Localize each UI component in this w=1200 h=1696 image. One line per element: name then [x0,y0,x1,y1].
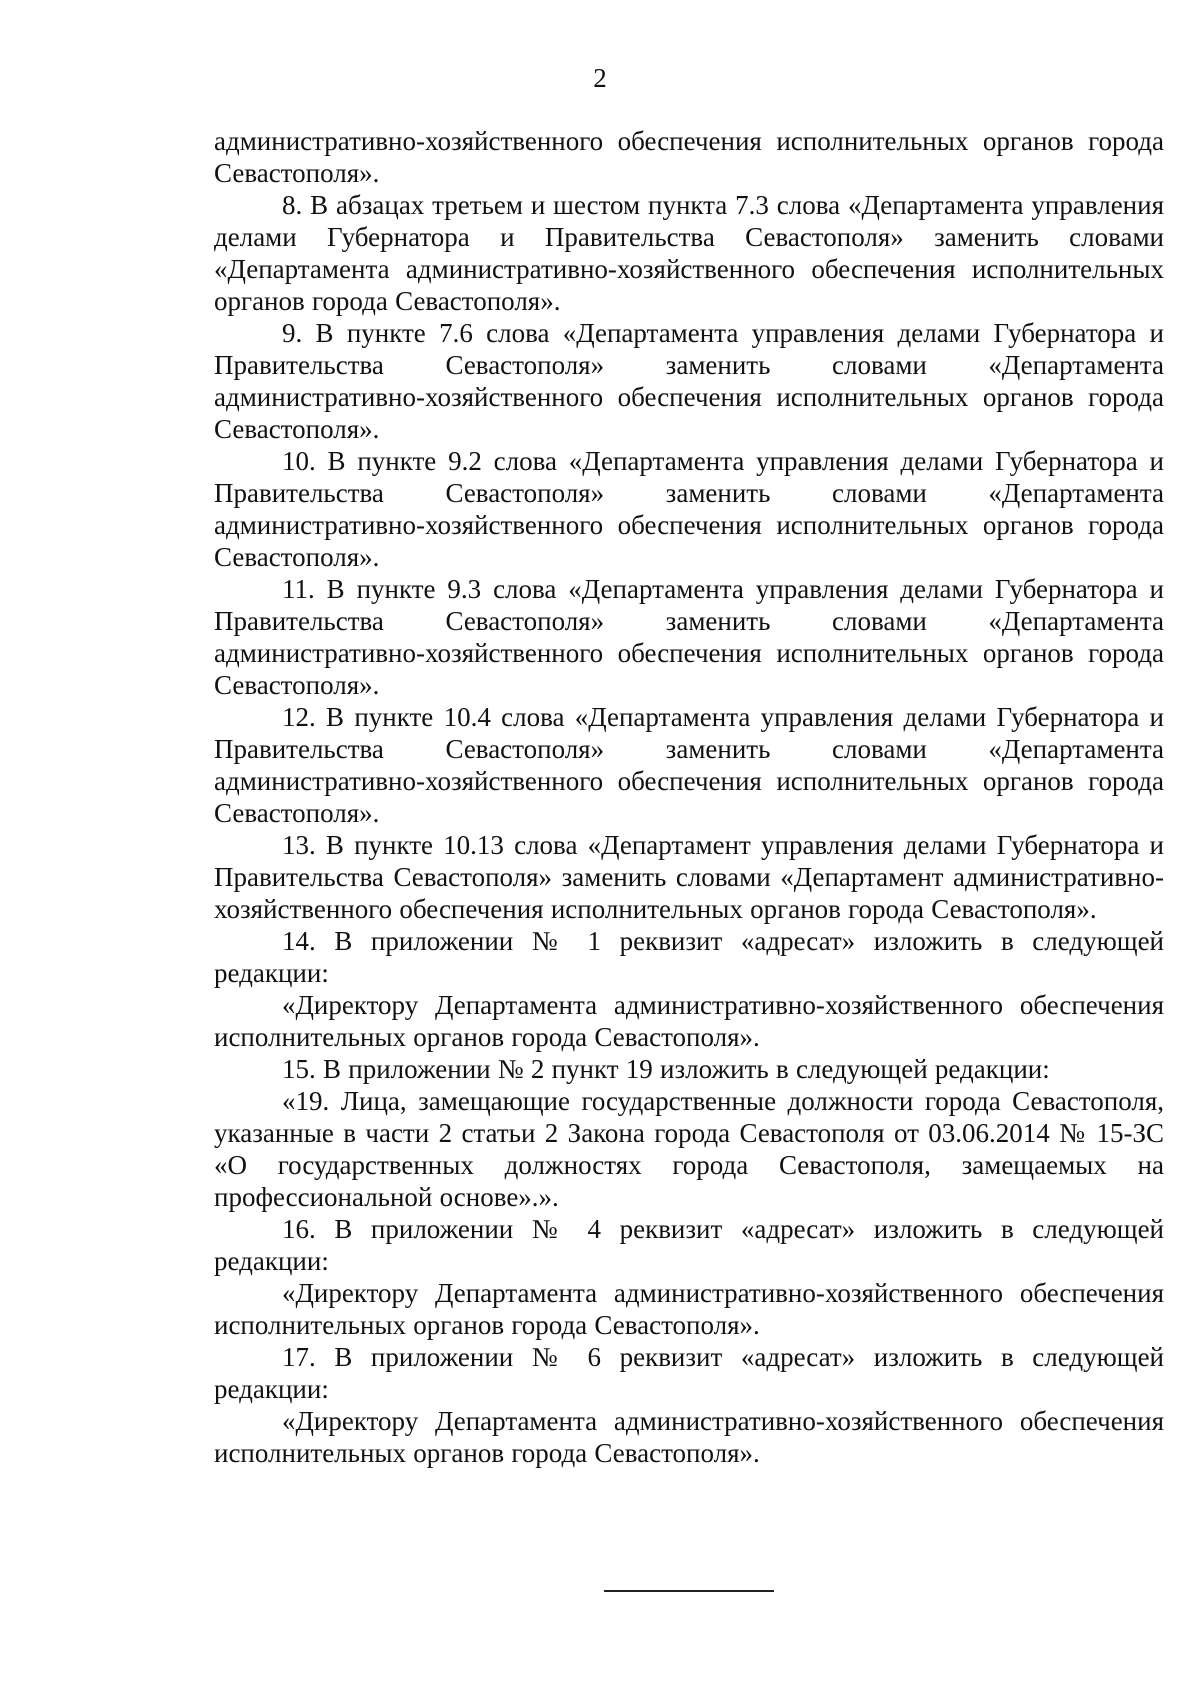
paragraph-item-15-quote: «19. Лица, замещающие государственные должности города Севастополя, указанные в части 2 статьи 2 Закона города Севастополя от 03.06.2014 № 15-ЗС «О государственных должностях города Севастополя, замещаемых на профессиональной основе».». [214,1086,1164,1212]
paragraph-item-16: 16. В приложении № 4 реквизит «адресат» изложить в следующей редакции: [214,1214,1164,1276]
paragraph-item-13: 13. В пункте 10.13 слова «Департамент управления делами Губернатора и Правительства Севастополя» заменить словами «Департамент административно-хозяйственного обеспечения исполнительных органов города Севастополя». [214,830,1164,924]
paragraph-item-17-quote: «Директору Департамента административно-хозяйственного обеспечения исполнительных органов города Севастополя». [214,1406,1164,1468]
paragraph-continuation: административно-хозяйственного обеспечения исполнительных органов города Севастополя». [214,126,1164,188]
page-number: 2 [593,63,607,93]
paragraph-item-10: 10. В пункте 9.2 слова «Департамента управления делами Губернатора и Правительства Севастополя» заменить словами «Департамента административно-хозяйственного обеспечения исполнительных органов города Севастополя». [214,446,1164,572]
paragraph-item-9: 9. В пункте 7.6 слова «Департамента управления делами Губернатора и Правительства Севастополя» заменить словами «Департамента административно-хозяйственного обеспечения исполнительных органов города Севастополя». [214,318,1164,444]
paragraph-item-14: 14. В приложении № 1 реквизит «адресат» изложить в следующей редакции: [214,926,1164,988]
paragraph-item-8: 8. В абзацах третьем и шестом пункта 7.3 слова «Департамента управления делами Губернатора и Правительства Севастополя» заменить словами «Департамента административно-хозяйственного обеспечения исполнительных органов города Севастополя». [214,190,1164,316]
paragraph-item-12: 12. В пункте 10.4 слова «Департамента управления делами Губернатора и Правительства Севастополя» заменить словами «Департамента административно-хозяйственного обеспечения исполнительных органов города Севастополя». [214,702,1164,828]
paragraph-item-14-quote: «Директору Департамента административно-хозяйственного обеспечения исполнительных органов города Севастополя». [214,990,1164,1052]
paragraph-item-15: 15. В приложении № 2 пункт 19 изложить в следующей редакции: [282,1054,1050,1084]
paragraph-item-11: 11. В пункте 9.3 слова «Департамента управления делами Губернатора и Правительства Севастополя» заменить словами «Департамента административно-хозяйственного обеспечения исполнительных органов города Севастополя». [214,574,1164,700]
document-body [214,125,1164,1469]
end-of-document-rule [604,1590,774,1592]
paragraph-item-17: 17. В приложении № 6 реквизит «адресат» изложить в следующей редакции: [214,1342,1164,1404]
paragraph-item-16-quote: «Директору Департамента административно-хозяйственного обеспечения исполнительных органов города Севастополя». [214,1278,1164,1340]
